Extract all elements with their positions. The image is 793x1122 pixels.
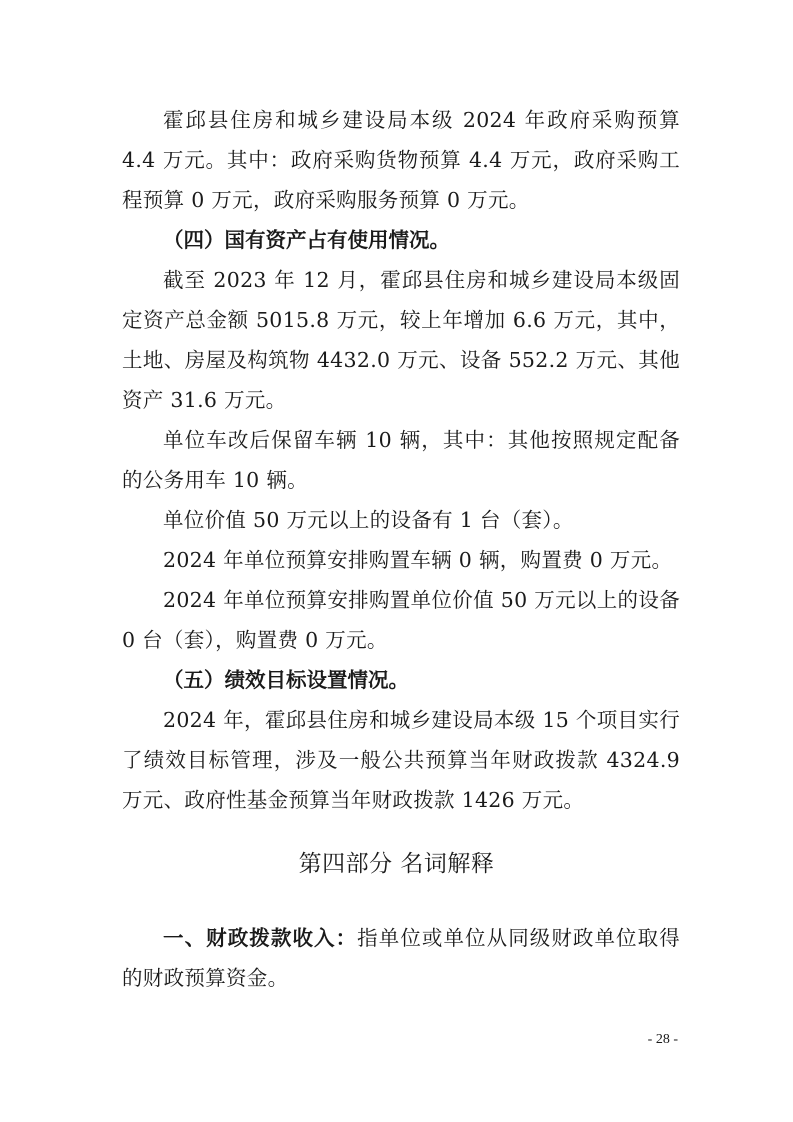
equipment-purchase-paragraph: 2024 年单位预算安排购置单位价值 50 万元以上的设备 0 台（套），购置费 0 万元。 (122, 588, 680, 652)
vehicle-purchase-paragraph: 2024 年单位预算安排购置车辆 0 辆，购置费 0 万元。 (163, 548, 673, 572)
fixed-assets-paragraph: 截至 2023 年 12 月，霍邱县住房和城乡建设局本级固定资产总金额 5015.8 万元，较上年增加 6.6 万元，其中，土地、房屋及构筑物 4432.0 万元、设备 552.2 万元、其他资产 31.6 万元。 (122, 268, 680, 412)
equipment-paragraph: 单位价值 50 万元以上的设备有 1 台（套）。 (163, 508, 574, 532)
term-definition (122, 918, 680, 998)
section-heading-performance: （五）绩效目标设置情况。 (163, 668, 409, 692)
section-heading-state-assets: （四）国有资产占有使用情况。 (163, 228, 450, 252)
procurement-budget-paragraph: 霍邱县住房和城乡建设局本级 2024 年政府采购预算 4.4 万元。其中：政府采购货物预算 4.4 万元，政府采购工程预算 0 万元，政府采购服务预算 0 万元。 (122, 108, 680, 212)
term-text: 指单位或单位从同级财政单位取得的财政预算资金。 (122, 926, 681, 990)
term-label: 一、财政拨款收入： (163, 926, 358, 950)
page-number: - 28 - (647, 1032, 678, 1047)
vehicles-paragraph: 单位车改后保留车辆 10 辆，其中：其他按照规定配备的公务用车 10 辆。 (122, 428, 680, 492)
term-paragraph (122, 918, 680, 998)
body-text (122, 100, 680, 820)
performance-paragraph: 2024 年，霍邱县住房和城乡建设局本级 15 个项目实行了绩效目标管理，涉及一般公共预算当年财政拨款 4324.9 万元、政府性基金预算当年财政拨款 1426 万元。 (122, 708, 680, 812)
part-title: 第四部分 名词解释 (298, 851, 495, 877)
